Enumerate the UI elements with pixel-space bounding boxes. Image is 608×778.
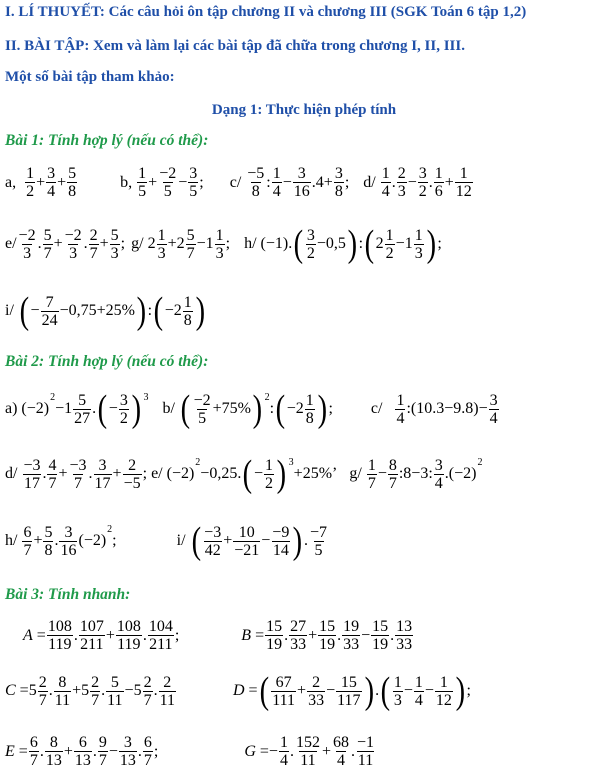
bai1-d: d/ $\frac{1}{4}$ . $\frac{2}{3}$ − $\frac{3}{2}$ . $\frac{1}{6}$ + $\frac{1}{12}$ [363, 165, 472, 200]
bai1-g: g/ 2 $\frac{1}{3}$ +2 $\frac{5}{7}$ −1 $\frac{1}{3}$ ; [131, 226, 231, 262]
bai1-i: i/ ( − $\frac{7}{24}$ −0,75+25% ) : ( −2 $\frac{1}{8}$ ) [5, 290, 205, 332]
bai3-B: B = $\frac{15}{19}$ . $\frac{27}{33}$ + $\frac{15}{19}$ . $\frac{19}{33}$ − $\frac{15}{19}$ . $\frac{13}{33}$ [241, 618, 413, 653]
bai3-A: A = $\frac{108}{119}$ . $\frac{107}{211}$ + $\frac{108}{119}$ . $\frac{104}{211}$ ; [23, 618, 180, 653]
bai1-e: e/ $\frac{-2}{3}$ . $\frac{5}{7}$ + $\frac{-2}{3}$ . $\frac{2}{7}$ + $\frac{5}{3}$ ; [5, 226, 126, 262]
bai2-row2 [5, 455, 482, 493]
bai1-c: c/ $\frac{-5}{8}$ : $\frac{1}{4}$ − $\frac{3}{16}$ .4+ $\frac{3}{8}$ ; [229, 165, 350, 200]
section-theory-prefix: I. LÍ THUYẾT: [5, 4, 105, 20]
bai2-b: b/ ( $\frac{-2}{5}$ +75% ) 2 : ( −2 $\frac{1}{8}$ ) ; [162, 388, 333, 430]
bai3-D: D = ( $\frac{67}{111}$ + $\frac{2}{33}$ − $\frac{15}{117}$ ) . ( $\frac{1}{3}$ − $\frac{1}{4}$ − $\frac{1}{12}$ ) ; [232, 670, 471, 712]
bai3-G: G =− $\frac{1}{4}$ . $\frac{152}{11}$ + $\frac{68}{4}$ . $\frac{-1}{11}$ [244, 734, 374, 769]
bai2-e: e/ (−2) 2 −0,25. ( − $\frac{1}{2}$ ) 3 +25%’ [151, 453, 338, 495]
section-exercises [5, 36, 465, 56]
bai1-h: h/ (−1). ( $\frac{3}{2}$ −0,5 ) : ( 2 $\frac{1}{2}$ −1 $\frac{1}{3}$ ) ; [244, 223, 442, 265]
bai3-row2 [5, 672, 471, 710]
bai1-b: b, $\frac{1}{5}$ + $\frac{-2}{5}$ − $\frac{3}{5}$ ; [120, 165, 204, 200]
bai3-row3 [5, 734, 376, 769]
bai3-row1 [5, 618, 414, 653]
bai1-title: Bài 1: Tính hợp lý (nếu có thể): [5, 132, 209, 149]
bai2-c: c/ $\frac{1}{4}$ :(10.3−9.8)− $\frac{3}{4}$ [370, 391, 498, 427]
bai2-d: d/ $\frac{-3}{17}$ . $\frac{4}{7}$ + $\frac{-3}{7}$ . $\frac{3}{17}$ + $\frac{2}{-5}$ ; [5, 456, 148, 492]
reference-heading: Một số bài tập tham khảo: [5, 69, 175, 85]
section-exercises-text: Xem và làm lại các bài tập đã chữa trong chương I, II, III. [89, 38, 465, 54]
bai1-row1 [5, 165, 474, 200]
bai2-i: i/ ( $\frac{-3}{42}$ + $\frac{10}{-21}$ − $\frac{-9}{14}$ ) . $\frac{-7}{5}$ [176, 520, 328, 562]
bai2-row1 [5, 390, 500, 428]
bai2-title: Bài 2: Tính hợp lý (nếu có thể): [5, 353, 209, 370]
bai3-C: C =5 $\frac{2}{7}$ . $\frac{8}{11}$ +5 $\frac{2}{7}$ . $\frac{5}{11}$ −5 $\frac{2}{7}$ . $\frac{2}{11}$ [5, 673, 175, 709]
bai1-row2 [5, 225, 442, 263]
bai1-row3 [5, 292, 206, 330]
bai1-a: a, $\frac{1}{2}$ + $\frac{3}{4}$ + $\frac{5}{8}$ [5, 165, 77, 200]
dang1-heading: Dạng 1: Thực hiện phép tính [211, 102, 397, 118]
bai3-E: E = $\frac{6}{7}$ . $\frac{8}{13}$ + $\frac{6}{13}$ . $\frac{9}{7}$ − $\frac{3}{13}$ . $\frac{6}{7}$ ; [5, 734, 159, 769]
bai2-a: a) (−2) 2 −1 $\frac{5}{27}$ . ( − $\frac{3}{2}$ ) 3 [5, 388, 149, 430]
bai3-title: Bài 3: Tính nhanh: [5, 586, 131, 603]
bai2-row3 [5, 522, 329, 560]
bai2-h: h/ $\frac{6}{7}$ + $\frac{5}{8}$ . $\frac{3}{16}$ (−2) 2 ; [5, 523, 117, 559]
section-theory [5, 2, 526, 22]
bai2-g: g/ $\frac{1}{7}$ − $\frac{8}{7}$ :8−3: $\frac{3}{4}$ .(−2) 2 [349, 456, 483, 492]
section-exercises-prefix: II. BÀI TẬP: [5, 38, 90, 54]
section-theory-text: Các câu hỏi ôn tập chương II và chương III (SGK Toán 6 tập 1,2) [104, 4, 527, 20]
